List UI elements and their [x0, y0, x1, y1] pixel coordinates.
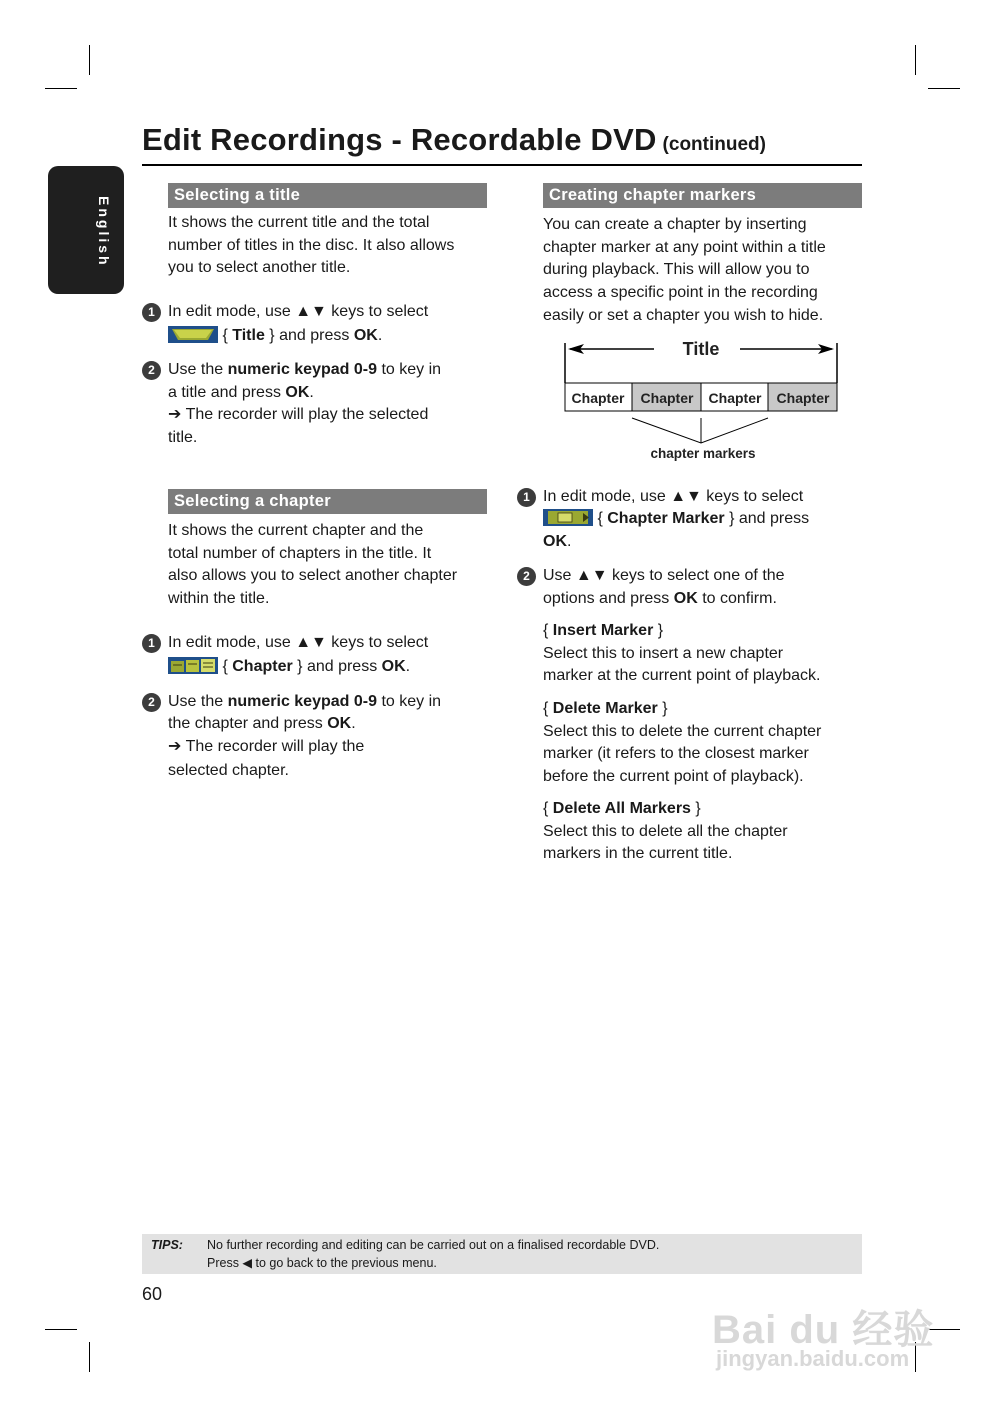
chapter-marker-icon — [543, 509, 593, 526]
crop-mark — [89, 1342, 90, 1372]
section-heading-chapter-markers: Creating chapter markers — [543, 183, 862, 208]
chapter-cell-label: Chapter — [640, 390, 694, 406]
chapter-cell-label: Chapter — [708, 390, 762, 406]
result-text: selected chapter. — [168, 762, 289, 779]
intro-line: It shows the current title and the total — [168, 214, 430, 231]
text: } and press — [292, 658, 382, 675]
intro-line: you to select another title. — [168, 259, 351, 277]
option-name: { Delete All Markers } — [543, 800, 701, 817]
step-text: In edit mode, use ▲▼ keys to select — [168, 634, 429, 651]
text: options and press — [543, 590, 674, 607]
watermark-brand: Bai du 经验 — [712, 1308, 935, 1352]
keypad-label: numeric keypad 0-9 — [227, 361, 377, 378]
ok-key: OK — [381, 658, 406, 675]
intro-line: easily or set a chapter you wish to hide. — [543, 306, 824, 324]
intro-line: within the title. — [168, 590, 270, 608]
option-name-text: Insert Marker — [552, 622, 654, 639]
option-name-text: Delete Marker — [552, 700, 658, 717]
text: to confirm. — [697, 590, 777, 607]
language-tab-label: English — [96, 196, 112, 268]
page-title — [142, 122, 862, 166]
ok-key: OK — [353, 327, 378, 344]
chapter-edit-icon — [168, 657, 218, 674]
chapter-markers-intro — [543, 214, 863, 328]
intro-line: also allows you to select another chapter — [168, 567, 458, 585]
option-title: Title — [232, 327, 265, 344]
page-title-text: Edit Recordings - Recordable DVD — [142, 122, 657, 157]
crop-mark — [928, 88, 960, 89]
title-edit-icon — [168, 326, 218, 343]
chapter-cell-label: Chapter — [571, 390, 625, 406]
intro-line: chapter marker at any point within a title — [543, 238, 826, 256]
step-text — [543, 508, 809, 531]
text: { — [597, 510, 608, 527]
option-desc: Select this to delete all the chapter — [543, 822, 788, 840]
text: to key in — [377, 693, 442, 710]
text: Use the — [168, 361, 228, 378]
selecting-title-intro — [168, 212, 498, 280]
step-number: 1 — [517, 488, 536, 507]
option-desc: Select this to delete the current chapter — [543, 722, 822, 740]
option-desc: before the current point of playback). — [543, 768, 804, 786]
result-text: title. — [168, 429, 198, 446]
option-desc: marker at the current point of playback. — [543, 667, 821, 685]
text: the chapter and press — [168, 715, 328, 732]
option-desc: Select this to insert a new chapter — [543, 644, 784, 662]
step-text — [168, 656, 410, 679]
crop-mark — [915, 45, 916, 75]
option-name-text: Delete All Markers — [552, 800, 691, 817]
selecting-chapter-intro — [168, 520, 498, 611]
text: . — [309, 384, 314, 401]
ok-key: OK — [673, 590, 698, 607]
step-number: 1 — [142, 634, 161, 653]
step-text — [168, 325, 382, 348]
language-tab — [48, 166, 124, 294]
tips-line: No further recording and editing can be carried out on a finalised recordable DVD. — [207, 1238, 660, 1252]
intro-line: number of titles in the disc. It also allows — [168, 236, 455, 254]
text: . — [405, 658, 411, 675]
step-text: In edit mode, use ▲▼ keys to select — [543, 488, 804, 505]
ok-key: OK — [285, 384, 310, 401]
chapter-cell-label: Chapter — [776, 390, 830, 406]
tips-label: TIPS: — [151, 1238, 183, 1252]
step-text — [543, 588, 777, 611]
text: . — [567, 533, 572, 550]
text: { — [222, 327, 233, 344]
watermark-url: jingyan.baidu.com — [716, 1346, 910, 1371]
crop-mark — [45, 88, 77, 89]
option-chapter: Chapter — [232, 658, 293, 675]
text: . — [377, 327, 383, 344]
intro-line: access a specific point in the recording — [543, 284, 818, 302]
step-text — [543, 531, 571, 554]
text: Use the — [168, 693, 228, 710]
ok-key: OK — [327, 715, 352, 732]
intro-line: It shows the current chapter and the — [168, 522, 424, 539]
text: { — [222, 658, 233, 675]
page-number: 60 — [142, 1284, 163, 1304]
step-number: 1 — [142, 303, 161, 322]
intro-line: during playback. This will allow you to — [543, 261, 810, 279]
step-text — [168, 359, 441, 382]
step-text: Use ▲▼ keys to select one of the — [543, 567, 785, 584]
text: . — [351, 715, 356, 732]
chapter-markers-label: chapter markers — [650, 446, 756, 461]
section-heading-selecting-chapter: Selecting a chapter — [168, 489, 487, 514]
tips-line: Press ◀ to go back to the previous menu. — [207, 1256, 437, 1270]
option-chapter-marker: Chapter Marker — [607, 510, 725, 527]
marker-pointer-lines — [632, 418, 768, 443]
option-name: { Insert Marker } — [543, 622, 664, 639]
result-text: ➔ The recorder will play the — [168, 738, 365, 755]
chapter-diagram — [560, 335, 845, 465]
tips-box — [142, 1234, 862, 1274]
option-desc: marker (it refers to the closest marker — [543, 745, 809, 763]
step-text: In edit mode, use ▲▼ keys to select — [168, 303, 429, 320]
step-text — [168, 713, 356, 736]
crop-mark — [45, 1329, 77, 1330]
text: } and press — [724, 510, 810, 527]
keypad-label: numeric keypad 0-9 — [227, 693, 377, 710]
step-text — [168, 691, 441, 714]
intro-line: total number of chapters in the title. It — [168, 544, 432, 562]
intro-line: You can create a chapter by inserting — [543, 216, 807, 233]
ok-key: OK — [543, 533, 567, 550]
diagram-title-label: Title — [682, 339, 720, 359]
step-number: 2 — [142, 693, 161, 712]
page-title-continued: (continued) — [662, 134, 766, 155]
option-insert-marker — [543, 620, 863, 688]
text: to key in — [377, 361, 442, 378]
result-text: ➔ The recorder will play the selected — [168, 406, 429, 423]
option-desc: markers in the current title. — [543, 845, 733, 863]
option-delete-all-markers — [543, 798, 863, 866]
option-name: { Delete Marker } — [543, 700, 668, 717]
section-heading-selecting-title: Selecting a title — [168, 183, 487, 208]
step-text — [168, 382, 314, 405]
option-delete-marker — [543, 698, 863, 789]
text: a title and press — [168, 384, 286, 401]
crop-mark — [89, 45, 90, 75]
step-number: 2 — [142, 361, 161, 380]
text: } and press — [264, 327, 354, 344]
step-number: 2 — [517, 567, 536, 586]
